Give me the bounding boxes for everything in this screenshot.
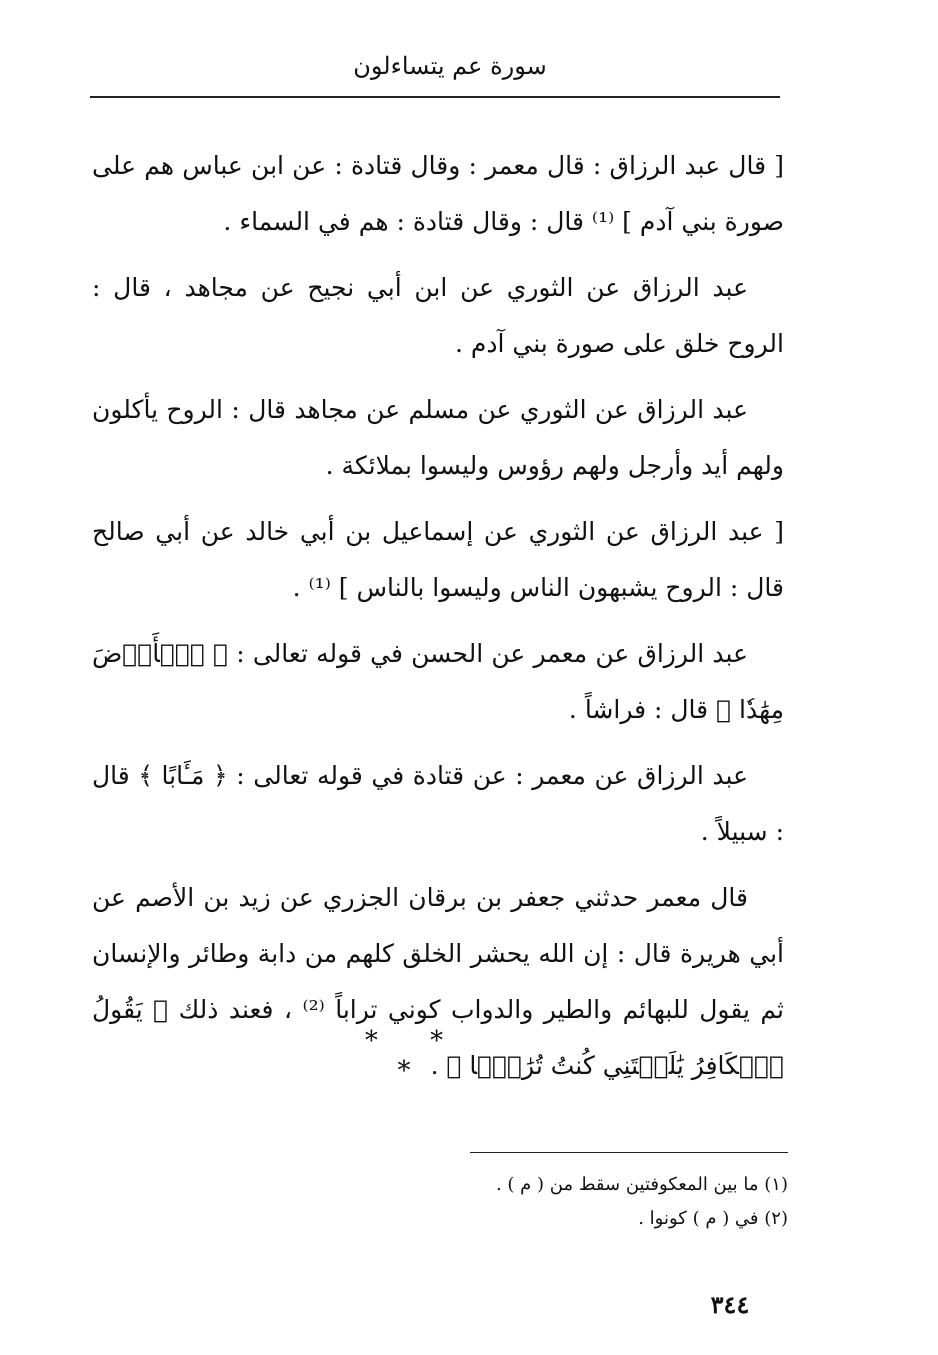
paragraph: عبد الرزاق عن معمر عن الحسن في قوله تعالى : ﴿ ٱلۡأَرۡضَ مِهَٰدٗا ﴾ قال : فراشاً . — [92, 639, 784, 724]
footnote-divider — [470, 1152, 788, 1153]
paragraph: [ عبد الرزاق عن الثوري عن إسماعيل بن أبي خالد عن أبي صالح قال : الروح يشبهون الناس وليسوا بالناس ] ⁽¹⁾ . — [92, 517, 784, 602]
section-separator: * * * — [364, 1026, 466, 1086]
footnotes — [470, 1168, 788, 1236]
footnote: (٢) في ( م ) كونوا . — [638, 1208, 788, 1229]
paragraph: عبد الرزاق عن الثوري عن ابن أبي نجيح عن مجاهد ، قال : الروح خلق على صورة بني آدم . — [92, 273, 784, 358]
main-text — [92, 138, 784, 1104]
footnote: (١) ما بين المعكوفتين سقط من ( م ) . — [495, 1174, 788, 1195]
paragraph: عبد الرزاق عن الثوري عن مسلم عن مجاهد قال : الروح يأكلون ولهم أيد وأرجل ولهم رؤوس وليسوا بملائكة . — [92, 395, 784, 480]
page-number: ٣٤٤ — [710, 1290, 750, 1319]
header-divider — [90, 96, 780, 98]
page-header-title: سورة عم يتساءلون — [353, 52, 547, 80]
paragraph: [ قال عبد الرزاق : قال معمر : وقال قتادة : عن ابن عباس هم على صورة بني آدم ] ⁽¹⁾ قال : وقال قتادة : هم في السماء . — [92, 151, 784, 236]
paragraph: قال معمر حدثني جعفر بن برقان الجزري عن زيد بن الأصم عن أبي هريرة قال : إن الله يحشر الخلق كلهم من دابة وطائر والإنسان ثم يقول للبهائم والطير والدواب كوني تراباً ⁽²⁾ ، فعند ذلك ﴿ يَقُولُ ٱلۡكَافِرُ يَٰلَيۡتَنِي كُنتُ تُرَٰبَۢا ﴾ . — [92, 883, 784, 1080]
paragraph: عبد الرزاق عن معمر : عن قتادة في قوله تعالى : ﴿ مَـَٔابًا ﴾ قال : سبيلاً . — [92, 761, 784, 846]
